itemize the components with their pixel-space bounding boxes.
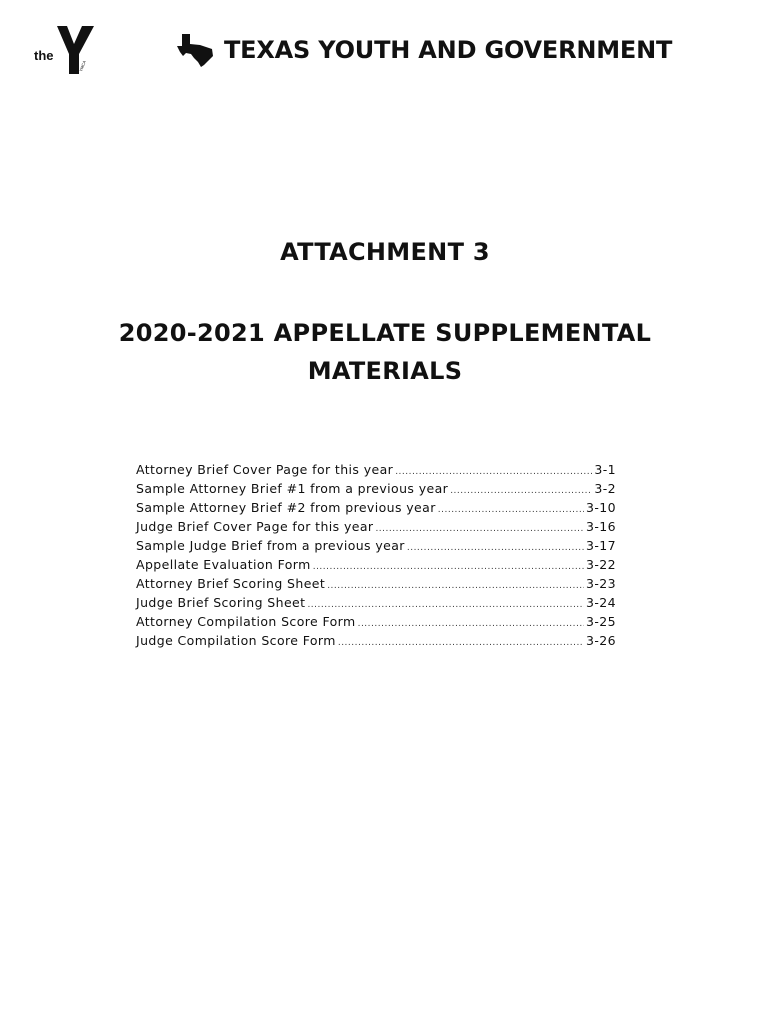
toc-label: Judge Brief Scoring Sheet [136, 595, 306, 610]
toc-page-number: 3-23 [586, 576, 616, 591]
toc-entry [136, 460, 616, 479]
toc-entry [136, 479, 616, 498]
toc-dot-leader [438, 501, 584, 520]
toc-page-number: 3-1 [594, 462, 616, 477]
toc-label: Judge Compilation Score Form [136, 633, 336, 648]
logo-small-text: the [34, 48, 54, 63]
texas-state-icon [176, 32, 216, 68]
toc-label: Attorney Brief Scoring Sheet [136, 576, 326, 591]
toc-label: Attorney Compilation Score Form [136, 614, 356, 629]
toc-label: Judge Brief Cover Page for this year [136, 519, 374, 534]
logo-side-text: YMCA [78, 59, 87, 73]
toc-page-number: 3-26 [586, 633, 616, 648]
toc-page-number: 3-10 [586, 500, 616, 515]
toc-dot-leader [338, 634, 584, 653]
toc-page-number: 3-16 [586, 519, 616, 534]
toc-page-number: 3-25 [586, 614, 616, 629]
toc-entry [136, 498, 616, 517]
toc-page-number: 3-24 [586, 595, 616, 610]
toc-label: Appellate Evaluation Form [136, 557, 311, 572]
ymca-logo-icon [30, 22, 102, 78]
toc-entry [136, 631, 616, 650]
toc-page-number: 3-22 [586, 557, 616, 572]
main-title: 2020-2021 APPELLATE SUPPLEMENTAL MATERIALS [118, 319, 652, 385]
toc-label: Sample Attorney Brief #2 from previous year [136, 500, 436, 515]
toc-entry [136, 612, 616, 631]
toc-dot-leader [313, 558, 584, 577]
toc-entry [136, 536, 616, 555]
toc-dot-leader [375, 520, 584, 539]
org-name: TEXAS YOUTH AND GOVERNMENT [224, 36, 673, 64]
toc-page-number: 3-17 [586, 538, 616, 553]
org-block [176, 30, 672, 70]
toc-label: Sample Judge Brief from a previous year [136, 538, 405, 553]
toc-label: Attorney Brief Cover Page for this year [136, 462, 394, 477]
toc-entry [136, 574, 616, 593]
toc-dot-leader [327, 577, 584, 596]
toc-dot-leader [450, 482, 592, 501]
toc-page-number: 3-2 [594, 481, 616, 496]
toc-entry [136, 593, 616, 612]
toc-label: Sample Attorney Brief #1 from a previous year [136, 481, 449, 496]
page-header [0, 18, 770, 78]
toc-dot-leader [358, 615, 584, 634]
toc-entry [136, 517, 616, 536]
table-of-contents [136, 460, 616, 650]
toc-dot-leader [407, 539, 584, 558]
attachment-title: ATTACHMENT 3 [280, 238, 490, 266]
toc-entry [136, 555, 616, 574]
